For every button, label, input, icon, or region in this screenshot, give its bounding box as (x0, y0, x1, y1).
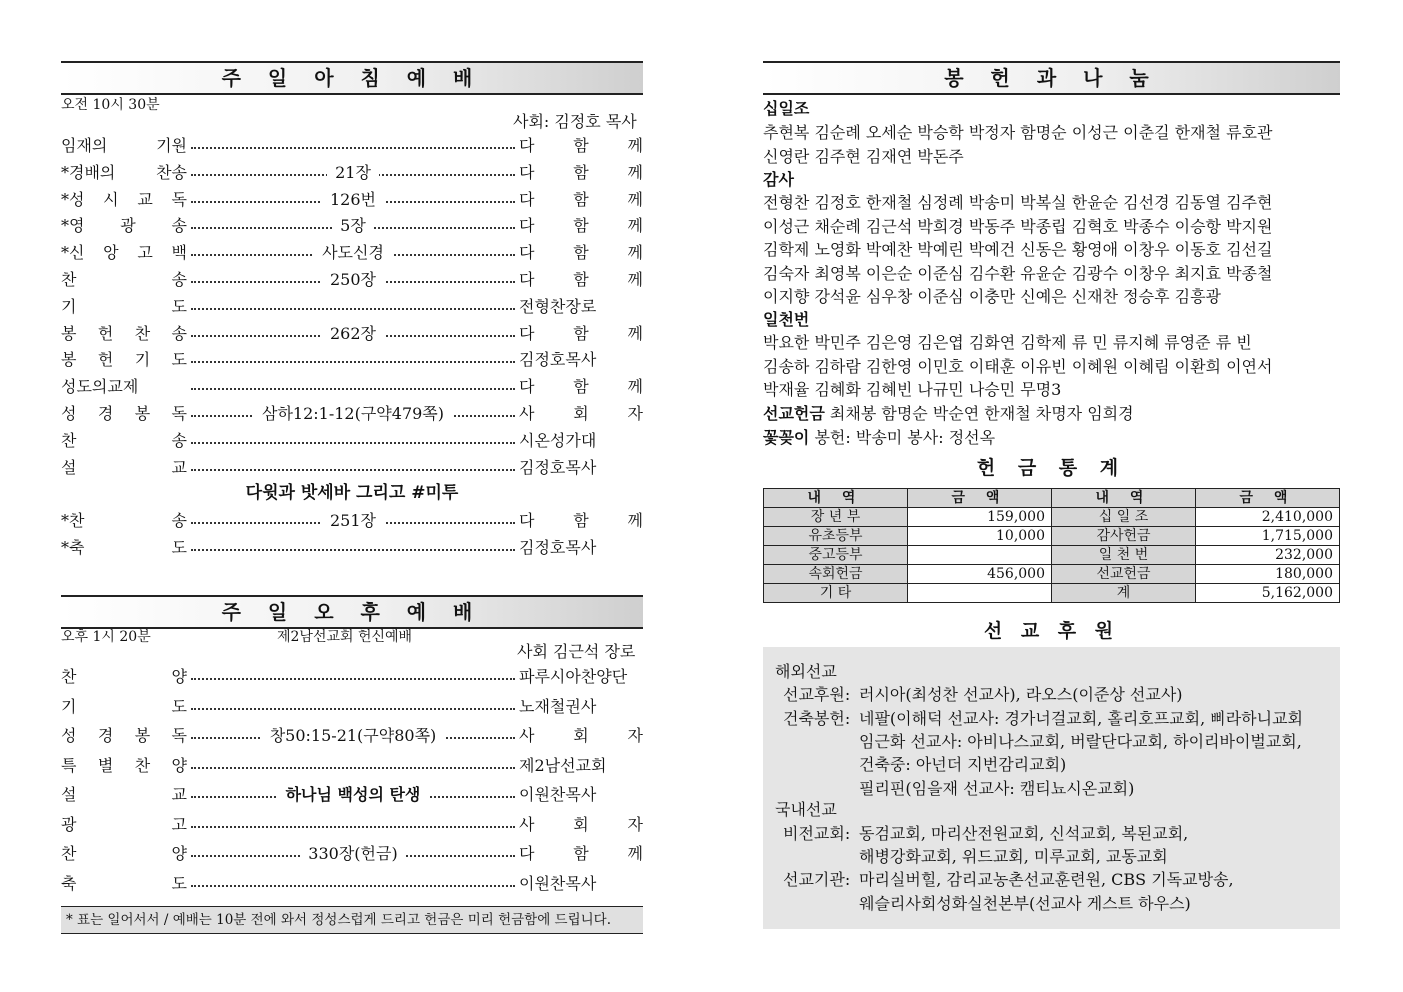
order-leader: 김정호목사 (519, 457, 597, 477)
order-label: 축 도 (61, 873, 187, 893)
afternoon-subtitle: 제2남선교회 헌신예배 (277, 629, 413, 645)
thanks-line: 이지향 강석윤 심우창 이준심 이충만 신예은 신재찬 정승후 김흥광 (763, 287, 1222, 306)
order-item (61, 872, 643, 896)
stats-row (764, 527, 1340, 546)
stats-category: 십 일 조 (1052, 508, 1196, 527)
order-label: 성도의교제 (61, 377, 139, 397)
thousand-line: 박재율 김혜화 김혜빈 나규민 나승민 무명3 (763, 380, 1062, 399)
stats-category: 기 타 (764, 584, 908, 603)
order-item (61, 322, 643, 346)
order-item (61, 724, 643, 748)
order-label: 기 도 (61, 296, 187, 316)
afternoon-service-title: 주 일 오 후 예 배 (61, 595, 643, 629)
stats-amount: 232,000 (1196, 546, 1340, 565)
dotted-leader (191, 375, 515, 390)
order-label: *경배의 찬송 (61, 162, 187, 182)
thousand-label: 일천번 (763, 310, 810, 329)
mission-offering-line (763, 402, 1134, 425)
order-leader: 시온성가대 (519, 430, 597, 450)
order-detail (191, 509, 515, 533)
stats-row (764, 565, 1340, 584)
order-detail (191, 268, 515, 292)
dotted-leader (191, 813, 515, 828)
order-item (61, 783, 643, 807)
order-detail-text: 창50:15-21(구약80쪽) (262, 726, 445, 745)
order-leader: 이원찬목사 (519, 873, 597, 893)
stats-category: 장 년 부 (764, 508, 908, 527)
order-leader: 다 함 께 (519, 844, 643, 863)
order-label: 봉 헌 찬 송 (61, 323, 187, 343)
order-detail (191, 402, 515, 426)
dotted-leader (191, 695, 515, 710)
vision-line: 해병강화교회, 위드교회, 미루교회, 교동교회 (859, 847, 1168, 866)
thanks-line: 전형찬 김정호 한재철 심정례 박송미 박복실 한윤순 김선경 김동열 김주현 (763, 193, 1273, 212)
order-detail-text: 126번 (322, 190, 384, 209)
stats-row (764, 508, 1340, 527)
order-leader: 이원찬목사 (519, 785, 597, 804)
build-line: 필리핀(임을재 선교사: 캠티뇨시온교회) (859, 779, 1135, 798)
dotted-leader (191, 665, 515, 680)
afternoon-time: 오후 1시 20분 (61, 629, 151, 645)
build-line: 임근화 선교사: 아비나스교회, 버랄단다교회, 하이리바이벌교회, (859, 732, 1302, 751)
thousand-line: 김송하 김하람 김한영 이민호 이태훈 이유빈 이혜원 이혜림 이환희 이연서 (763, 357, 1273, 376)
stats-amount (908, 584, 1052, 603)
order-item (61, 536, 643, 560)
flower-text: 봉헌: 박송미 봉사: 정선옥 (814, 428, 996, 447)
order-leader: 다 함 께 (519, 323, 643, 343)
order-leader: 다 함 께 (519, 136, 643, 155)
stats-header: 내 역 (764, 489, 908, 508)
order-label: 봉 헌 기 도 (61, 350, 187, 370)
stats-row (764, 546, 1340, 565)
thousand-line: 박요한 박민주 김은영 김은엽 김화연 김학제 류 민 류지혜 류영준 류 빈 (763, 333, 1252, 352)
order-leader: 다 함 께 (519, 377, 643, 397)
order-leader: 다 함 께 (519, 270, 643, 289)
order-detail-text: 250장 (322, 270, 384, 289)
stats-amount: 1,715,000 (1196, 527, 1340, 546)
agency-line: 웨슬리사회성화실천본부(선교사 게스트 하우스) (859, 894, 1191, 913)
order-item (61, 188, 643, 212)
order-label: 찬 송 (61, 270, 187, 289)
dotted-leader (191, 536, 515, 551)
order-leader: 사 회 자 (519, 726, 643, 745)
order-item (61, 842, 643, 866)
order-label: 찬 양 (61, 667, 187, 686)
order-label: *영 광 송 (61, 216, 187, 236)
sponsor-label: 선교후원: (783, 685, 851, 704)
order-leader: 제2남선교회 (519, 755, 607, 775)
order-label: 특 별 찬 양 (61, 755, 187, 775)
stats-amount (908, 546, 1052, 565)
mission-support-box (763, 647, 1340, 929)
order-detail (191, 322, 515, 346)
mission-offering-label: 선교헌금 (763, 404, 825, 423)
order-label: 성 경 봉 독 (61, 404, 187, 423)
order-label: 임재의 기원 (61, 136, 187, 155)
order-item (61, 665, 643, 689)
morning-sermon-title: 다윗과 밧세바 그리고 #미투 (245, 483, 459, 503)
thanks-line: 이성근 채순례 김근석 박희경 박동주 박종립 김혁호 박종수 이승항 박지원 (763, 217, 1273, 236)
order-item (61, 214, 643, 238)
order-detail (191, 161, 515, 185)
order-detail (191, 724, 515, 748)
flower-line (763, 426, 995, 449)
stats-category: 선교헌금 (1052, 565, 1196, 584)
order-detail (191, 783, 515, 807)
order-detail (191, 188, 515, 212)
domestic-label: 국내선교 (775, 800, 837, 819)
order-leader: 김정호목사 (519, 537, 597, 557)
order-label: 설 교 (61, 457, 187, 477)
order-leader: 노재철권사 (519, 696, 597, 716)
mission-offering-names: 최채봉 함명순 박순연 한재철 차명자 임희경 (829, 404, 1134, 423)
offering-stats-table (763, 488, 1340, 603)
order-leader: 김정호목사 (519, 350, 597, 370)
dotted-leader (191, 754, 515, 769)
dotted-leader (191, 429, 515, 444)
agency-label: 선교기관: (783, 870, 851, 889)
stats-amount: 5,162,000 (1196, 584, 1340, 603)
order-leader: 사 회 자 (519, 814, 643, 834)
order-leader: 다 함 께 (519, 511, 643, 530)
thanks-line: 김숙자 최영복 이은순 이준심 김수환 유윤순 김광수 이창우 최지효 박종철 (763, 264, 1273, 283)
stats-row (764, 584, 1340, 603)
order-leader: 다 함 께 (519, 216, 643, 236)
order-label: *찬 송 (61, 511, 187, 530)
order-leader: 파루시아찬양단 (519, 667, 628, 686)
stats-header: 금 액 (1196, 489, 1340, 508)
build-line: 네팔(이해덕 선교사: 경가너걸교회, 홀리호프교회, 삐라하니교회 (859, 709, 1304, 728)
order-detail-text: 262장 (322, 324, 384, 343)
stats-category: 유초등부 (764, 527, 908, 546)
order-detail-text: 5장 (332, 216, 374, 235)
order-detail (191, 241, 515, 265)
dotted-leader (191, 295, 515, 310)
stats-header-row (764, 489, 1340, 508)
dotted-leader (191, 872, 515, 887)
order-detail-text: 21장 (327, 163, 379, 182)
stats-category: 중고등부 (764, 546, 908, 565)
stats-category: 일 천 번 (1052, 546, 1196, 565)
stats-amount: 2,410,000 (1196, 508, 1340, 527)
order-label: *성 시 교 독 (61, 189, 187, 209)
order-leader: 다 함 께 (519, 162, 643, 182)
order-item (61, 161, 643, 185)
order-item (61, 509, 643, 533)
order-label: *축 도 (61, 537, 187, 557)
order-item (61, 429, 643, 453)
tithe-line: 추현복 김순례 오세순 박승학 박정자 함명순 이성근 이춘길 한재철 류호관 (763, 123, 1273, 142)
order-item (61, 268, 643, 292)
order-item (61, 456, 643, 480)
order-label: 설 교 (61, 785, 187, 804)
tithe-line: 신영란 김주현 김재연 박돈주 (763, 147, 964, 166)
order-label: 찬 송 (61, 430, 187, 450)
order-detail-text: 330장(헌금) (300, 844, 405, 863)
order-label: 찬 양 (61, 844, 187, 863)
order-detail-text: 하나님 백성의 탄생 (278, 785, 429, 804)
overseas-label: 해외선교 (775, 662, 837, 681)
stats-amount: 10,000 (908, 527, 1052, 546)
vision-label: 비전교회: (783, 824, 851, 843)
tithe-label: 십일조 (763, 99, 810, 118)
order-leader: 사 회 자 (519, 404, 643, 423)
dotted-leader (191, 134, 515, 149)
footnote-box (61, 906, 643, 934)
thanks-label: 감사 (763, 170, 794, 189)
stats-category: 계 (1052, 584, 1196, 603)
flower-label: 꽃꽂이 (763, 428, 810, 447)
order-item (61, 375, 643, 399)
order-item (61, 695, 643, 719)
order-label: 기 도 (61, 696, 187, 716)
order-item (61, 241, 643, 265)
order-item (61, 295, 643, 319)
stats-category: 감사헌금 (1052, 527, 1196, 546)
support-title: 선 교 후 원 (983, 620, 1120, 642)
order-detail (191, 214, 515, 238)
thanks-line: 김학제 노영화 박예찬 박예린 박예건 신동은 황영애 이창우 이동호 김선길 (763, 240, 1273, 259)
order-label: 성 경 봉 독 (61, 726, 187, 745)
order-item (61, 813, 643, 837)
order-item (61, 134, 643, 158)
order-leader: 전형찬장로 (519, 296, 597, 316)
order-leader: 다 함 께 (519, 189, 643, 209)
offering-title: 봉 헌 과 나 눔 (763, 61, 1340, 95)
order-item (61, 754, 643, 778)
order-label: 광 고 (61, 814, 187, 834)
dotted-leader (191, 456, 515, 471)
morning-service-title: 주 일 아 침 예 배 (61, 61, 643, 95)
order-detail-text: 251장 (322, 511, 384, 530)
order-detail-text: 사도신경 (314, 243, 392, 262)
afternoon-presider: 사회 김근석 장로 (517, 642, 636, 661)
stats-title: 헌 금 통 계 (976, 457, 1127, 479)
order-leader: 다 함 께 (519, 243, 643, 263)
agency-line: 마리실버힐, 감리교농촌선교훈련원, CBS 기독교방송, (859, 870, 1234, 889)
stats-header: 금 액 (908, 489, 1052, 508)
dotted-leader (191, 348, 515, 363)
order-detail (191, 842, 515, 866)
stats-header: 내 역 (1052, 489, 1196, 508)
stats-amount: 159,000 (908, 508, 1052, 527)
build-line: 건축중: 아넌더 지번감리교회) (859, 755, 1067, 774)
sponsor-text: 러시아(최성찬 선교사), 라오스(이준상 선교사) (859, 685, 1183, 704)
stats-amount: 180,000 (1196, 565, 1340, 584)
build-label: 건축봉헌: (783, 709, 851, 728)
morning-time: 오전 10시 30분 (61, 97, 160, 113)
order-item (61, 348, 643, 372)
order-label: *신 앙 고 백 (61, 243, 187, 263)
order-detail-text: 삼하12:1-12(구약479쪽) (254, 404, 452, 423)
stats-category: 속회헌금 (764, 565, 908, 584)
footnote-text: * 표는 일어서서 / 예배는 10분 전에 와서 정성스럽게 드리고 헌금은 미리 헌금함에 드립니다. (66, 912, 611, 928)
morning-presider: 사회: 김정호 목사 (513, 112, 637, 131)
vision-line: 동검교회, 마리산전원교회, 신석교회, 복된교회, (859, 824, 1189, 843)
stats-amount: 456,000 (908, 565, 1052, 584)
order-item (61, 402, 643, 426)
